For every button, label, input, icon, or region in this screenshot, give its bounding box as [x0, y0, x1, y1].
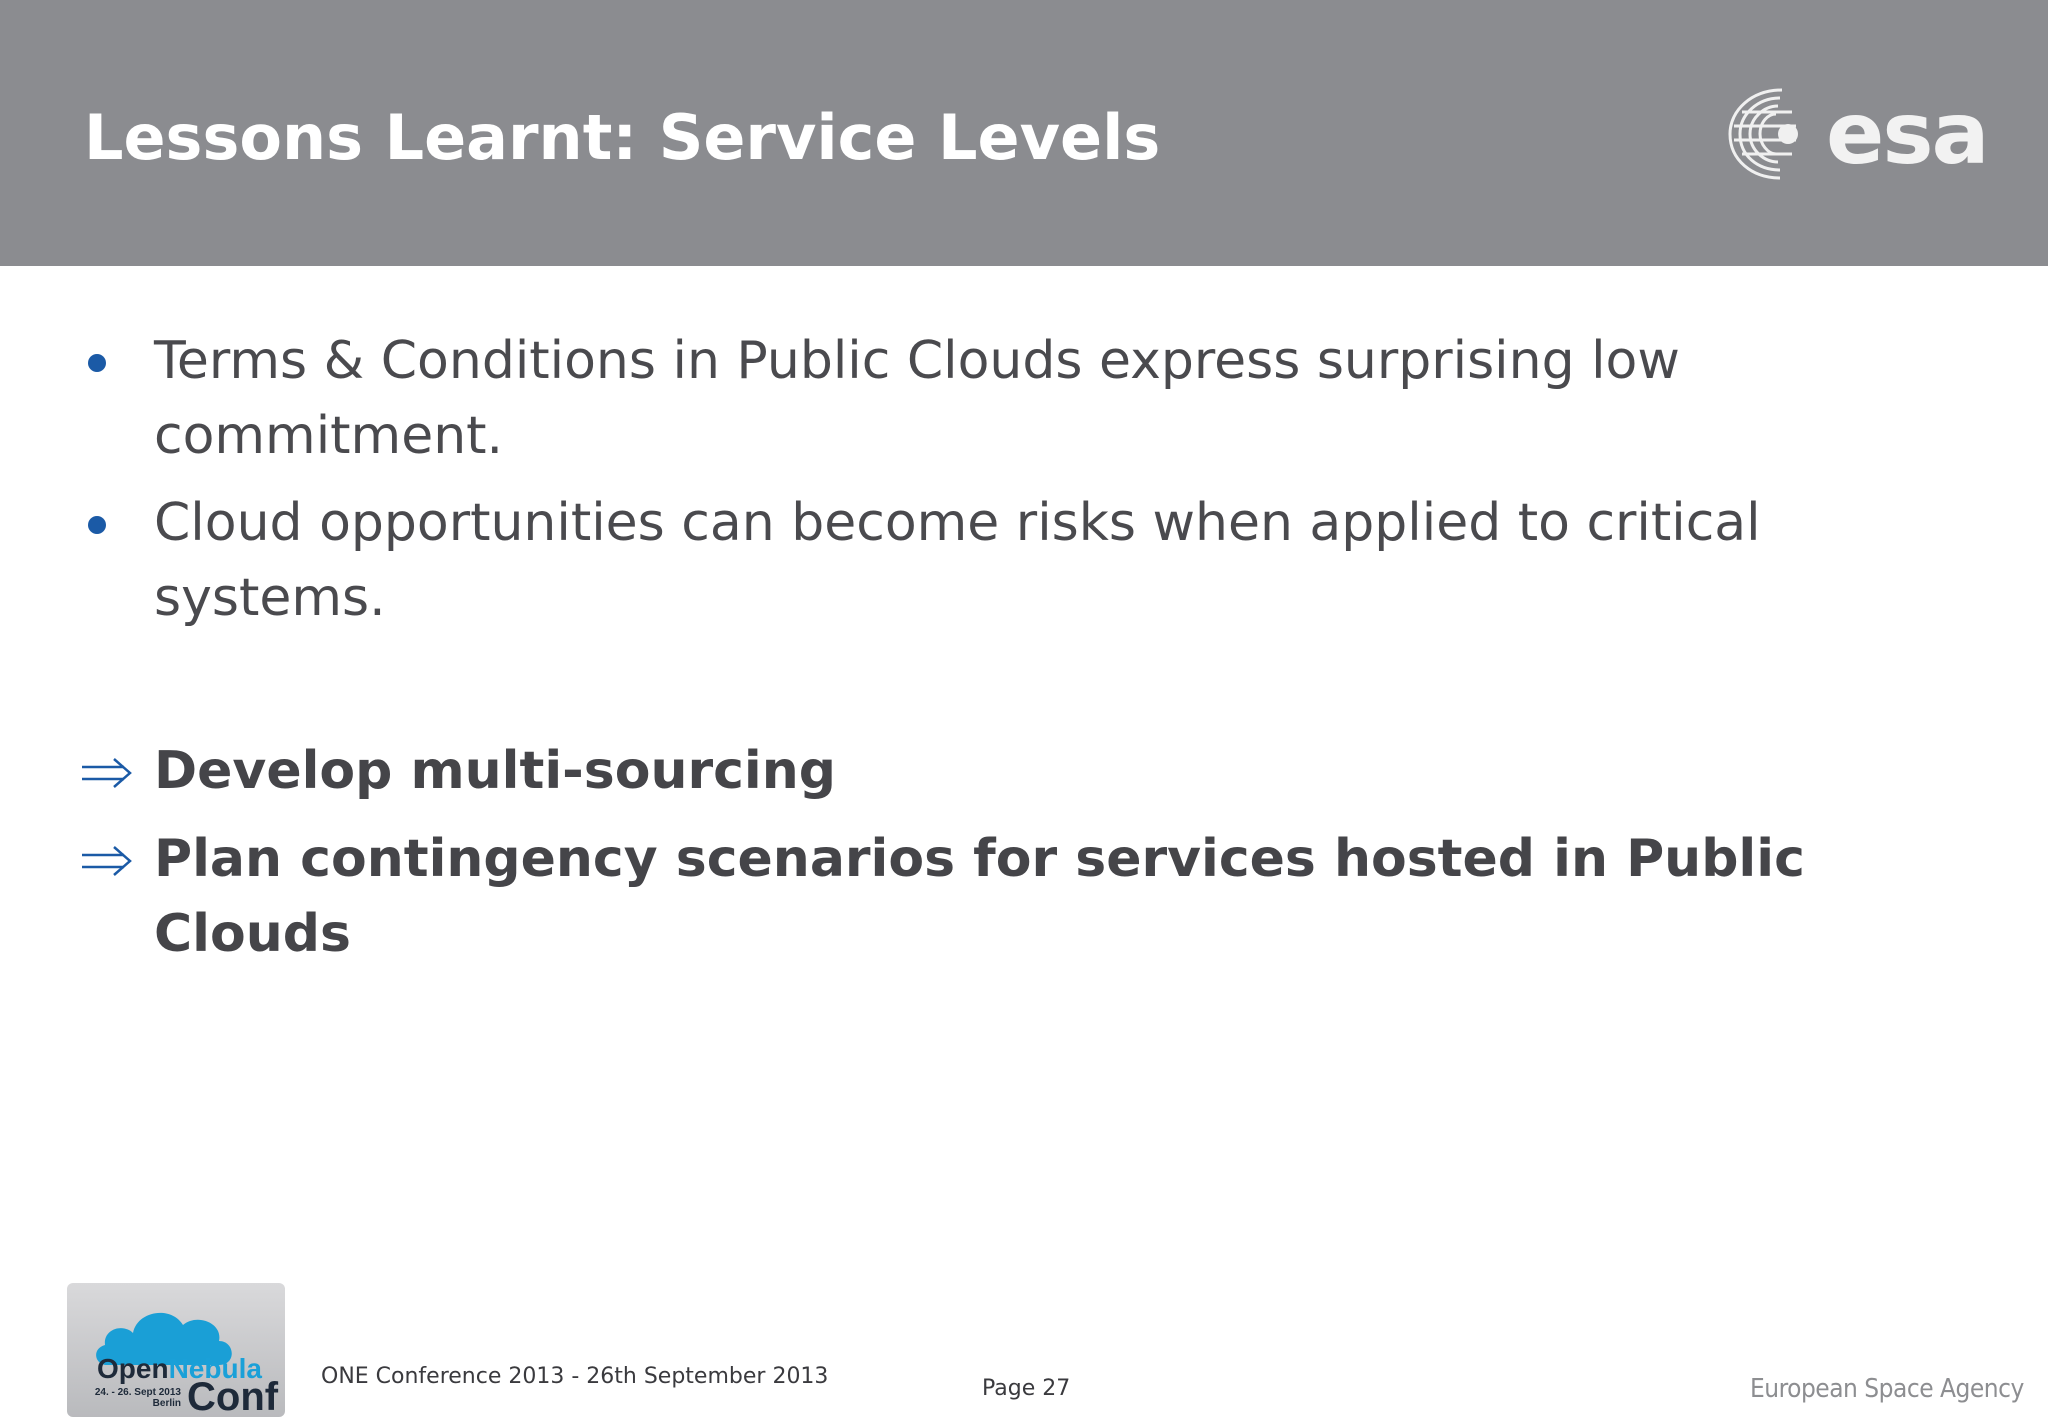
footer-agency: European Space Agency	[1750, 1374, 2024, 1404]
conclusion-item	[154, 734, 1934, 809]
conclusion-item	[154, 822, 1934, 972]
slide-title: Lessons Learnt: Service Levels	[84, 101, 1161, 174]
opennebula-wordmark: OpenNebula	[97, 1353, 262, 1384]
bullet-dot-icon	[88, 516, 106, 534]
bullet-text: Cloud opportunities can become risks when applied to critical systems.	[154, 493, 1761, 628]
bullet-text: Terms & Conditions in Public Clouds express surprising low commitment.	[154, 331, 1680, 466]
opennebula-conf-logo	[67, 1283, 285, 1417]
bullet-item	[154, 324, 1934, 474]
esa-wordmark: esa	[1826, 84, 1988, 184]
bullet-dot-icon	[88, 354, 106, 372]
conclusion-text: Plan contingency scenarios for services hosted in Public Clouds	[154, 829, 1805, 964]
conf-wordmark: Conf	[187, 1375, 279, 1417]
header-bar	[0, 0, 2048, 266]
footer-conference: ONE Conference 2013 - 26th September 2013	[321, 1364, 829, 1389]
page-number: Page 27	[982, 1376, 1071, 1401]
double-arrow-icon	[80, 844, 134, 878]
double-arrow-icon	[80, 756, 134, 790]
conclusion-text: Develop multi-sourcing	[154, 741, 836, 801]
bullet-item	[154, 486, 1934, 636]
conf-dates: 24. - 26. Sept 2013 Berlin	[94, 1387, 181, 1409]
